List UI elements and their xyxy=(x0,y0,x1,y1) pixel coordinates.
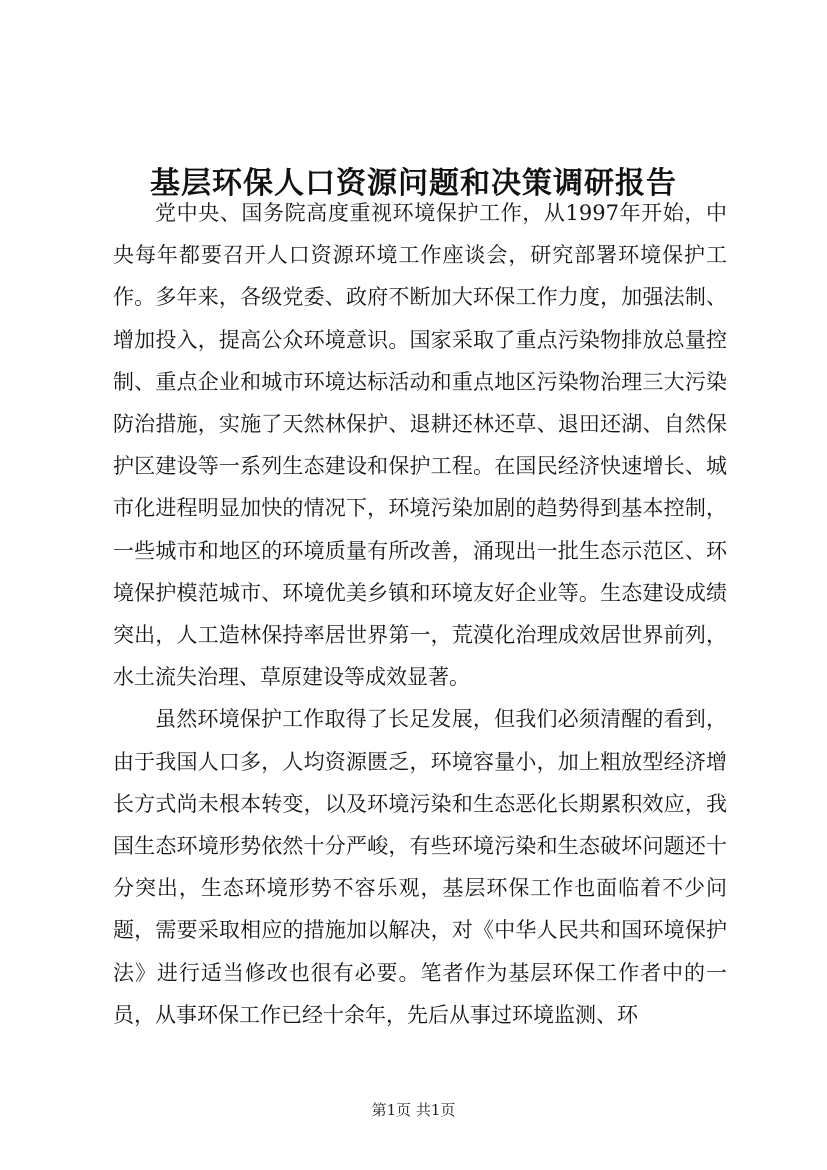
paragraph-1: 党中央、国务院高度重视环境保护工作，从1997年开始，中央每年都要召开人口资源环境工作座谈会，研究部署环境保护工作。多年来，各级党委、政府不断加大环保工作力度，加强法制、增加投入，提高公众环境意识。国家采取了重点污染物排放总量控制、重点企业和城市环境达标活动和重点地区污染物治理三大污染防治措施，实施了天然林保护、退耕还林还草、退田还湖、自然保护区建设等一系列生态建设和保护工程。在国民经济快速增长、城市化进程明显加快的情况下，环境污染加剧的趋势得到基本控制，一些城市和地区的环境质量有所改善，涌现出一批生态示范区、环境保护模范城市、环境优美乡镇和环境友好企业等。生态建设成绩突出，人工造林保持率居世界第一，荒漠化治理成效居世界前列，水土流失治理、草原建设等成效显著。 xyxy=(113,201,727,690)
document-title: 基层环保人口资源问题和决策调研报告 xyxy=(150,166,677,202)
paragraph-2: 虽然环境保护工作取得了长足发展，但我们必须清醒的看到，由于我国人口多，人均资源匮乏，环境容量小，加上粗放型经济增长方式尚未根本转变，以及环境污染和生态恶化长期累积效应，我国生态环境形势依然十分严峻，有些环境污染和生态破坏问题还十分突出，生态环境形势不容乐观，基层环保工作也面临着不少问题，需要采取相应的措施加以解决，对《中华人民共和国环境保护法》进行适当修改也很有必要。笔者作为基层环保工作者中的一员，从事环保工作已经十余年，先后从事过环境监测、环 xyxy=(113,707,727,1027)
page-number-footer: 第1页 共1页 xyxy=(371,1101,456,1119)
document-body xyxy=(113,192,727,1036)
